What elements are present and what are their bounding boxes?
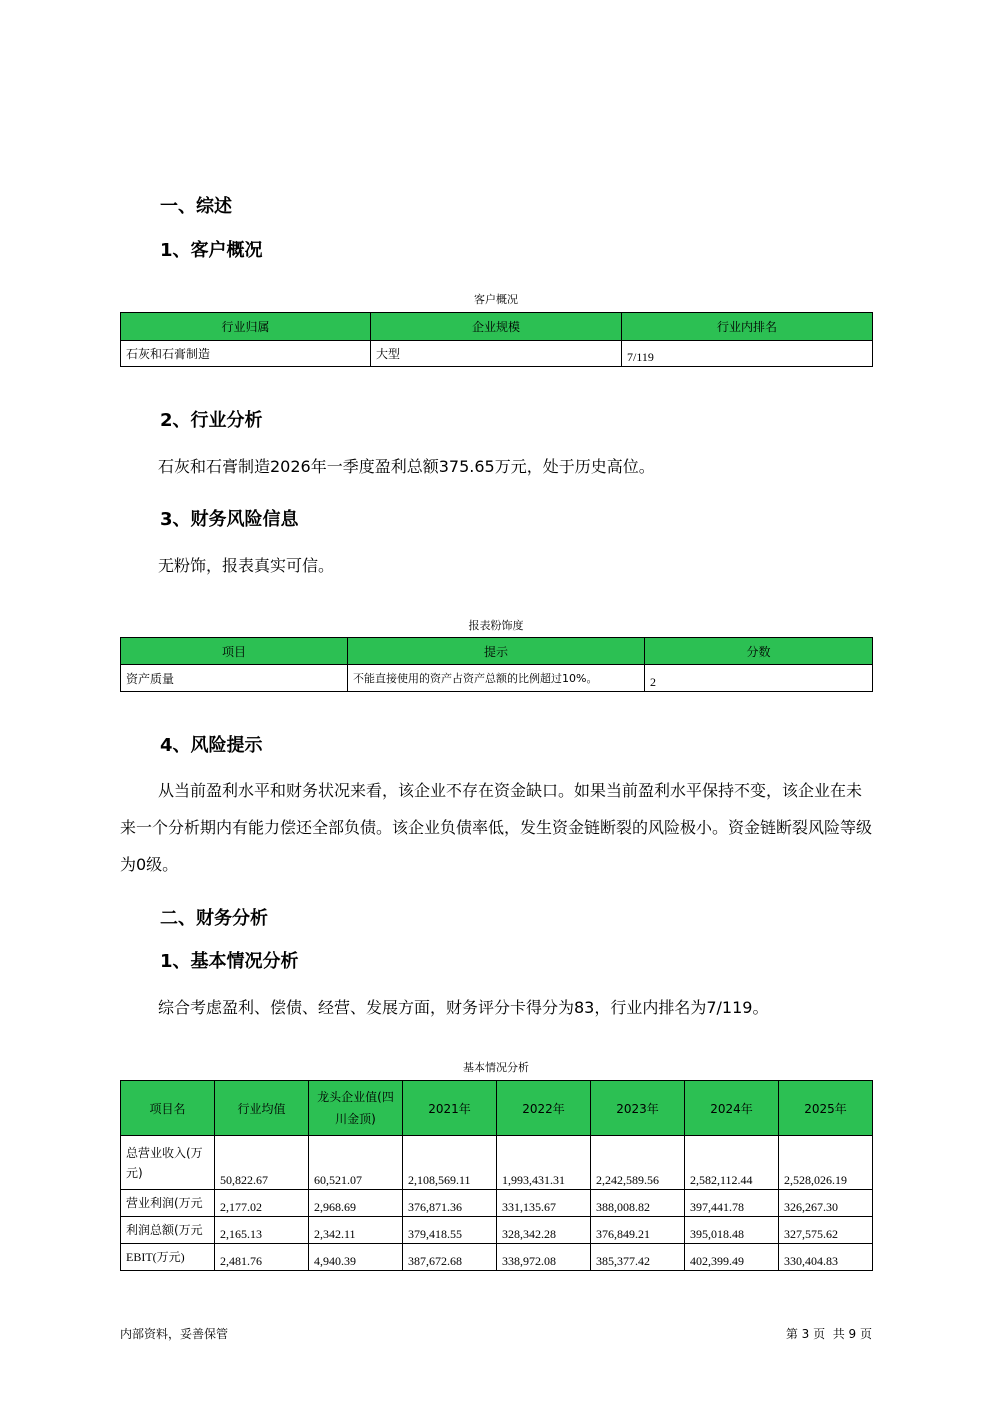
- industry-analysis-text: 石灰和石膏制造2026年一季度盈利总额375.65万元，处于历史高位。: [158, 457, 655, 476]
- table-cell: 60,521.07: [309, 1136, 403, 1190]
- table-row: [121, 1244, 873, 1271]
- table-caption-embellishment: 报表粉饰度: [468, 619, 524, 632]
- table-cell: 1,993,431.31: [497, 1136, 591, 1190]
- page-number: 第 3 页 共 9 页: [785, 1327, 872, 1341]
- table-header: 项目名: [121, 1081, 215, 1136]
- table-header: 行业内排名: [622, 313, 873, 341]
- table-row: [121, 1190, 873, 1217]
- table-cell: 397,441.78: [685, 1190, 779, 1217]
- table-header: 行业均值: [215, 1081, 309, 1136]
- table-cell: 330,404.83: [779, 1244, 873, 1271]
- table-cell: 388,008.82: [591, 1190, 685, 1217]
- table-cell: 376,849.21: [591, 1217, 685, 1244]
- table-cell: 331,135.67: [497, 1190, 591, 1217]
- table-cell: 不能直接使用的资产占资产总额的比例超过10%。: [348, 665, 645, 692]
- subsection-title-basic-analysis: 1、基本情况分析: [160, 951, 299, 972]
- table-header: 2022年: [497, 1081, 591, 1136]
- table-header: 企业规模: [371, 313, 622, 341]
- table-header: 分数: [645, 638, 873, 665]
- table-cell: 387,672.68: [403, 1244, 497, 1271]
- table-header: 2024年: [685, 1081, 779, 1136]
- table-cell: 395,018.48: [685, 1217, 779, 1244]
- table-cell: 327,575.62: [779, 1217, 873, 1244]
- table-header: 项目: [121, 638, 348, 665]
- footer-note: 内部资料，妥善保管: [120, 1327, 229, 1341]
- table-cell: 4,940.39: [309, 1244, 403, 1271]
- table-cell: 2,968.69: [309, 1190, 403, 1217]
- table-cell: 2: [645, 665, 873, 692]
- risk-warning-text: 从当前盈利水平和财务状况来看，该企业不存在资金缺口。如果当前盈利水平保持不变，该企业在未来一个分析期内有能力偿还全部负债。该企业负债率低，发生资金链断裂的风险极小。资金链断裂风险等级为0级。: [120, 781, 873, 874]
- table-cell: 338,972.08: [497, 1244, 591, 1271]
- table-cell: 50,822.67: [215, 1136, 309, 1190]
- row-label: 利润总额(万元: [121, 1217, 215, 1244]
- table-cell: 2,242,589.56: [591, 1136, 685, 1190]
- table-cell: 2,177.02: [215, 1190, 309, 1217]
- table-cell: 石灰和石膏制造: [121, 341, 371, 367]
- table-header: 龙头企业值(四川金顶): [309, 1081, 403, 1136]
- table-cell: 376,871.36: [403, 1190, 497, 1217]
- table-header: 提示: [348, 638, 645, 665]
- table-cell: 2,342.11: [309, 1217, 403, 1244]
- table-caption-customer: 客户概况: [474, 293, 518, 306]
- row-label: EBIT(万元): [121, 1244, 215, 1271]
- table-cell: 385,377.42: [591, 1244, 685, 1271]
- table-header: 2023年: [591, 1081, 685, 1136]
- table-cell: 大型: [371, 341, 622, 367]
- subsection-title-customer: 1、客户概况: [160, 240, 263, 261]
- table-cell: 326,267.30: [779, 1190, 873, 1217]
- table-cell: 2,165.13: [215, 1217, 309, 1244]
- section-title-financial-analysis: 二、财务分析: [160, 908, 268, 929]
- table-cell: 402,399.49: [685, 1244, 779, 1271]
- subsection-title-financial-risk: 3、财务风险信息: [160, 509, 299, 530]
- table-cell: 379,418.55: [403, 1217, 497, 1244]
- table-header: 行业归属: [121, 313, 371, 341]
- section-title-overview: 一、综述: [160, 196, 232, 217]
- table-header: 2021年: [403, 1081, 497, 1136]
- table-cell: 2,528,026.19: [779, 1136, 873, 1190]
- table-caption-basic: 基本情况分析: [463, 1061, 529, 1074]
- embellishment-table: [120, 637, 873, 692]
- table-cell: 2,108,569.11: [403, 1136, 497, 1190]
- table-cell: 2,582,112.44: [685, 1136, 779, 1190]
- table-cell: 2,481.76: [215, 1244, 309, 1271]
- subsection-title-risk-warning: 4、风险提示: [160, 735, 263, 756]
- basic-analysis-table: [120, 1080, 873, 1271]
- basic-analysis-text: 综合考虑盈利、偿债、经营、发展方面，财务评分卡得分为83，行业内排名为7/119。: [158, 998, 769, 1017]
- table-header: 2025年: [779, 1081, 873, 1136]
- row-label: 营业利润(万元: [121, 1190, 215, 1217]
- subsection-title-industry: 2、行业分析: [160, 410, 263, 431]
- row-label: 总营业收入(万元): [121, 1136, 215, 1190]
- customer-table: [120, 312, 873, 367]
- table-row: [121, 1136, 873, 1190]
- financial-risk-text: 无粉饰，报表真实可信。: [158, 556, 335, 575]
- table-cell: 328,342.28: [497, 1217, 591, 1244]
- table-cell: 7/119: [622, 341, 873, 367]
- table-row: [121, 1217, 873, 1244]
- table-cell: 资产质量: [121, 665, 348, 692]
